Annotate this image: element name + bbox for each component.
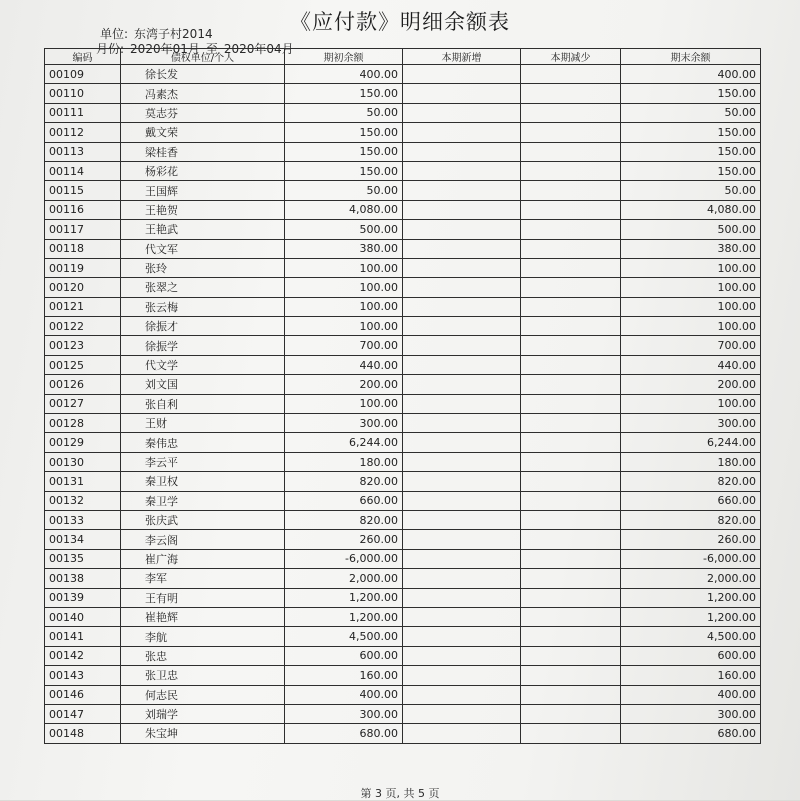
cell-code: 00130 <box>45 452 121 471</box>
table-header-row <box>45 49 761 65</box>
cell-creditor: 王有明 <box>121 588 285 607</box>
cell-opening: 680.00 <box>285 724 403 743</box>
table-row <box>45 530 761 549</box>
cell-opening: 260.00 <box>285 530 403 549</box>
cell-added <box>403 704 521 723</box>
cell-creditor: 张自利 <box>121 394 285 413</box>
cell-added <box>403 220 521 239</box>
cell-code: 00112 <box>45 123 121 142</box>
cell-opening: 180.00 <box>285 452 403 471</box>
table-row <box>45 627 761 646</box>
cell-added <box>403 103 521 122</box>
cell-creditor: 冯素杰 <box>121 84 285 103</box>
cell-reduced <box>521 646 621 665</box>
cell-reduced <box>521 666 621 685</box>
table-row <box>45 491 761 510</box>
header-closing: 期末余额 <box>621 49 761 65</box>
cell-closing: 260.00 <box>621 530 761 549</box>
cell-reduced <box>521 627 621 646</box>
cell-opening: 150.00 <box>285 84 403 103</box>
cell-creditor: 李云平 <box>121 452 285 471</box>
cell-opening: 100.00 <box>285 278 403 297</box>
cell-closing: 660.00 <box>621 491 761 510</box>
cell-code: 00133 <box>45 510 121 529</box>
table-row <box>45 297 761 316</box>
table-row <box>45 414 761 433</box>
cell-added <box>403 510 521 529</box>
cell-code: 00121 <box>45 297 121 316</box>
cell-reduced <box>521 142 621 161</box>
cell-code: 00142 <box>45 646 121 665</box>
table-row <box>45 549 761 568</box>
table-row <box>45 278 761 297</box>
cell-creditor: 刘瑞学 <box>121 704 285 723</box>
cell-reduced <box>521 317 621 336</box>
cell-reduced <box>521 84 621 103</box>
cell-code: 00123 <box>45 336 121 355</box>
cell-reduced <box>521 724 621 743</box>
table-row <box>45 472 761 491</box>
cell-reduced <box>521 103 621 122</box>
cell-reduced <box>521 530 621 549</box>
cell-added <box>403 666 521 685</box>
cell-code: 00116 <box>45 200 121 219</box>
cell-opening: 400.00 <box>285 65 403 84</box>
page-title: 《应付款》明细余额表 <box>290 10 510 34</box>
cell-opening: 6,244.00 <box>285 433 403 452</box>
cell-closing: -6,000.00 <box>621 549 761 568</box>
cell-creditor: 徐振学 <box>121 336 285 355</box>
cell-added <box>403 685 521 704</box>
cell-reduced <box>521 161 621 180</box>
cell-closing: 100.00 <box>621 317 761 336</box>
cell-closing: 440.00 <box>621 355 761 374</box>
cell-added <box>403 297 521 316</box>
cell-reduced <box>521 297 621 316</box>
cell-reduced <box>521 433 621 452</box>
period-to: 2020年04月 <box>223 42 294 56</box>
cell-opening: 4,080.00 <box>285 200 403 219</box>
cell-opening: 50.00 <box>285 181 403 200</box>
cell-reduced <box>521 607 621 626</box>
cell-opening: -6,000.00 <box>285 549 403 568</box>
cell-reduced <box>521 258 621 277</box>
table-row <box>45 84 761 103</box>
table-row <box>45 181 761 200</box>
cell-opening: 300.00 <box>285 704 403 723</box>
table-row <box>45 317 761 336</box>
cell-opening: 440.00 <box>285 355 403 374</box>
cell-creditor: 张玲 <box>121 258 285 277</box>
cell-opening: 100.00 <box>285 297 403 316</box>
cell-reduced <box>521 394 621 413</box>
cell-closing: 100.00 <box>621 258 761 277</box>
cell-opening: 820.00 <box>285 510 403 529</box>
cell-closing: 160.00 <box>621 666 761 685</box>
cell-opening: 660.00 <box>285 491 403 510</box>
table-row <box>45 142 761 161</box>
cell-closing: 4,500.00 <box>621 627 761 646</box>
cell-added <box>403 724 521 743</box>
cell-opening: 380.00 <box>285 239 403 258</box>
table-row <box>45 666 761 685</box>
cell-reduced <box>521 452 621 471</box>
cell-code: 00109 <box>45 65 121 84</box>
cell-creditor: 李军 <box>121 569 285 588</box>
cell-added <box>403 142 521 161</box>
cell-code: 00143 <box>45 666 121 685</box>
cell-creditor: 朱宝坤 <box>121 724 285 743</box>
cell-reduced <box>521 278 621 297</box>
cell-code: 00122 <box>45 317 121 336</box>
cell-creditor: 秦伟忠 <box>121 433 285 452</box>
cell-closing: 680.00 <box>621 724 761 743</box>
cell-code: 00132 <box>45 491 121 510</box>
cell-code: 00141 <box>45 627 121 646</box>
cell-opening: 300.00 <box>285 414 403 433</box>
cell-closing: 820.00 <box>621 472 761 491</box>
cell-closing: 300.00 <box>621 704 761 723</box>
period-from: 2020年01月 <box>130 42 200 56</box>
cell-code: 00147 <box>45 704 121 723</box>
table-row <box>45 65 761 84</box>
cell-code: 00139 <box>45 588 121 607</box>
cell-reduced <box>521 336 621 355</box>
table-row <box>45 433 761 452</box>
cell-code: 00146 <box>45 685 121 704</box>
cell-closing: 400.00 <box>621 685 761 704</box>
table-row <box>45 646 761 665</box>
cell-added <box>403 84 521 103</box>
cell-opening: 100.00 <box>285 317 403 336</box>
cell-creditor: 徐振才 <box>121 317 285 336</box>
cell-closing: 50.00 <box>621 181 761 200</box>
cell-creditor: 刘文国 <box>121 375 285 394</box>
cell-opening: 4,500.00 <box>285 627 403 646</box>
cell-added <box>403 607 521 626</box>
cell-opening: 500.00 <box>285 220 403 239</box>
cell-code: 00113 <box>45 142 121 161</box>
table-row <box>45 704 761 723</box>
cell-opening: 50.00 <box>285 103 403 122</box>
cell-creditor: 张云梅 <box>121 297 285 316</box>
cell-reduced <box>521 355 621 374</box>
cell-reduced <box>521 220 621 239</box>
cell-closing: 180.00 <box>621 452 761 471</box>
cell-creditor: 崔广海 <box>121 549 285 568</box>
cell-opening: 150.00 <box>285 142 403 161</box>
cell-added <box>403 627 521 646</box>
cell-added <box>403 433 521 452</box>
header-code: 编码 <box>45 49 121 65</box>
cell-closing: 150.00 <box>621 123 761 142</box>
cell-creditor: 王艳武 <box>121 220 285 239</box>
cell-added <box>403 123 521 142</box>
cell-opening: 2,000.00 <box>285 569 403 588</box>
table-row <box>45 394 761 413</box>
cell-closing: 500.00 <box>621 220 761 239</box>
cell-added <box>403 278 521 297</box>
cell-code: 00128 <box>45 414 121 433</box>
cell-added <box>403 549 521 568</box>
cell-creditor: 张卫忠 <box>121 666 285 685</box>
page-number: 第 3 页, 共 5 页 <box>360 787 440 800</box>
cell-creditor: 秦卫学 <box>121 491 285 510</box>
cell-code: 00134 <box>45 530 121 549</box>
cell-code: 00118 <box>45 239 121 258</box>
cell-closing: 300.00 <box>621 414 761 433</box>
cell-reduced <box>521 65 621 84</box>
table-row <box>45 724 761 743</box>
cell-code: 00119 <box>45 258 121 277</box>
cell-reduced <box>521 569 621 588</box>
cell-closing: 380.00 <box>621 239 761 258</box>
cell-added <box>403 181 521 200</box>
cell-reduced <box>521 510 621 529</box>
table-row <box>45 452 761 471</box>
table-row <box>45 588 761 607</box>
cell-opening: 600.00 <box>285 646 403 665</box>
table-row <box>45 607 761 626</box>
cell-code: 00131 <box>45 472 121 491</box>
cell-closing: 6,244.00 <box>621 433 761 452</box>
cell-closing: 2,000.00 <box>621 569 761 588</box>
cell-reduced <box>521 181 621 200</box>
cell-code: 00140 <box>45 607 121 626</box>
cell-code: 00110 <box>45 84 121 103</box>
cell-added <box>403 336 521 355</box>
table-row <box>45 685 761 704</box>
cell-creditor: 杨彩花 <box>121 161 285 180</box>
cell-code: 00148 <box>45 724 121 743</box>
cell-added <box>403 530 521 549</box>
cell-closing: 150.00 <box>621 84 761 103</box>
header-opening: 期初余额 <box>285 49 403 65</box>
cell-closing: 600.00 <box>621 646 761 665</box>
cell-opening: 200.00 <box>285 375 403 394</box>
cell-added <box>403 394 521 413</box>
unit-value: 东湾子村2014 <box>134 27 213 41</box>
cell-added <box>403 161 521 180</box>
cell-creditor: 秦卫权 <box>121 472 285 491</box>
cell-opening: 100.00 <box>285 258 403 277</box>
cell-closing: 400.00 <box>621 65 761 84</box>
cell-code: 00125 <box>45 355 121 374</box>
balance-table <box>44 48 761 744</box>
table-row <box>45 123 761 142</box>
cell-code: 00127 <box>45 394 121 413</box>
cell-code: 00117 <box>45 220 121 239</box>
cell-reduced <box>521 549 621 568</box>
cell-code: 00115 <box>45 181 121 200</box>
cell-creditor: 代文学 <box>121 355 285 374</box>
cell-creditor: 王国辉 <box>121 181 285 200</box>
cell-closing: 100.00 <box>621 297 761 316</box>
cell-added <box>403 258 521 277</box>
header-creditor: 债权单位/个人 <box>121 49 285 65</box>
cell-closing: 4,080.00 <box>621 200 761 219</box>
period-label: 月份: <box>96 42 125 56</box>
cell-code: 00135 <box>45 549 121 568</box>
unit-label: 单位: <box>100 27 129 41</box>
header-reduced: 本期减少 <box>521 49 621 65</box>
cell-creditor: 王艳贺 <box>121 200 285 219</box>
cell-creditor: 崔艳辉 <box>121 607 285 626</box>
table-row <box>45 510 761 529</box>
table-row <box>45 200 761 219</box>
table-row <box>45 103 761 122</box>
cell-opening: 820.00 <box>285 472 403 491</box>
cell-added <box>403 569 521 588</box>
cell-creditor: 张庆武 <box>121 510 285 529</box>
cell-reduced <box>521 588 621 607</box>
cell-closing: 150.00 <box>621 161 761 180</box>
cell-added <box>403 588 521 607</box>
table-row <box>45 355 761 374</box>
cell-creditor: 李航 <box>121 627 285 646</box>
cell-closing: 100.00 <box>621 278 761 297</box>
cell-reduced <box>521 239 621 258</box>
cell-creditor: 张翠之 <box>121 278 285 297</box>
cell-added <box>403 200 521 219</box>
cell-closing: 150.00 <box>621 142 761 161</box>
cell-reduced <box>521 491 621 510</box>
cell-code: 00120 <box>45 278 121 297</box>
cell-added <box>403 355 521 374</box>
cell-opening: 700.00 <box>285 336 403 355</box>
cell-code: 00129 <box>45 433 121 452</box>
cell-added <box>403 414 521 433</box>
cell-creditor: 徐长发 <box>121 65 285 84</box>
cell-opening: 160.00 <box>285 666 403 685</box>
cell-reduced <box>521 472 621 491</box>
cell-reduced <box>521 123 621 142</box>
cell-added <box>403 65 521 84</box>
table-row <box>45 336 761 355</box>
cell-added <box>403 491 521 510</box>
cell-opening: 150.00 <box>285 161 403 180</box>
cell-added <box>403 239 521 258</box>
header-added: 本期新增 <box>403 49 521 65</box>
cell-opening: 1,200.00 <box>285 588 403 607</box>
cell-reduced <box>521 375 621 394</box>
cell-creditor: 代文军 <box>121 239 285 258</box>
cell-opening: 1,200.00 <box>285 607 403 626</box>
period-to-word: 至 <box>205 42 218 56</box>
cell-code: 00111 <box>45 103 121 122</box>
cell-closing: 50.00 <box>621 103 761 122</box>
cell-creditor: 何志民 <box>121 685 285 704</box>
cell-added <box>403 317 521 336</box>
cell-reduced <box>521 704 621 723</box>
table-body <box>45 65 761 744</box>
table-row <box>45 569 761 588</box>
table-row <box>45 375 761 394</box>
cell-added <box>403 452 521 471</box>
cell-creditor: 张忠 <box>121 646 285 665</box>
cell-added <box>403 375 521 394</box>
cell-closing: 700.00 <box>621 336 761 355</box>
table-row <box>45 220 761 239</box>
cell-opening: 400.00 <box>285 685 403 704</box>
cell-closing: 100.00 <box>621 394 761 413</box>
cell-reduced <box>521 685 621 704</box>
cell-opening: 150.00 <box>285 123 403 142</box>
table-row <box>45 239 761 258</box>
cell-creditor: 李云阁 <box>121 530 285 549</box>
cell-creditor: 莫志芬 <box>121 103 285 122</box>
cell-added <box>403 646 521 665</box>
cell-closing: 1,200.00 <box>621 588 761 607</box>
table-row <box>45 161 761 180</box>
cell-code: 00126 <box>45 375 121 394</box>
cell-reduced <box>521 414 621 433</box>
cell-closing: 820.00 <box>621 510 761 529</box>
cell-closing: 1,200.00 <box>621 607 761 626</box>
cell-creditor: 戴文荣 <box>121 123 285 142</box>
cell-added <box>403 472 521 491</box>
cell-code: 00114 <box>45 161 121 180</box>
cell-code: 00138 <box>45 569 121 588</box>
cell-closing: 200.00 <box>621 375 761 394</box>
cell-reduced <box>521 200 621 219</box>
cell-creditor: 梁桂香 <box>121 142 285 161</box>
cell-creditor: 王财 <box>121 414 285 433</box>
cell-opening: 100.00 <box>285 394 403 413</box>
table-row <box>45 258 761 277</box>
